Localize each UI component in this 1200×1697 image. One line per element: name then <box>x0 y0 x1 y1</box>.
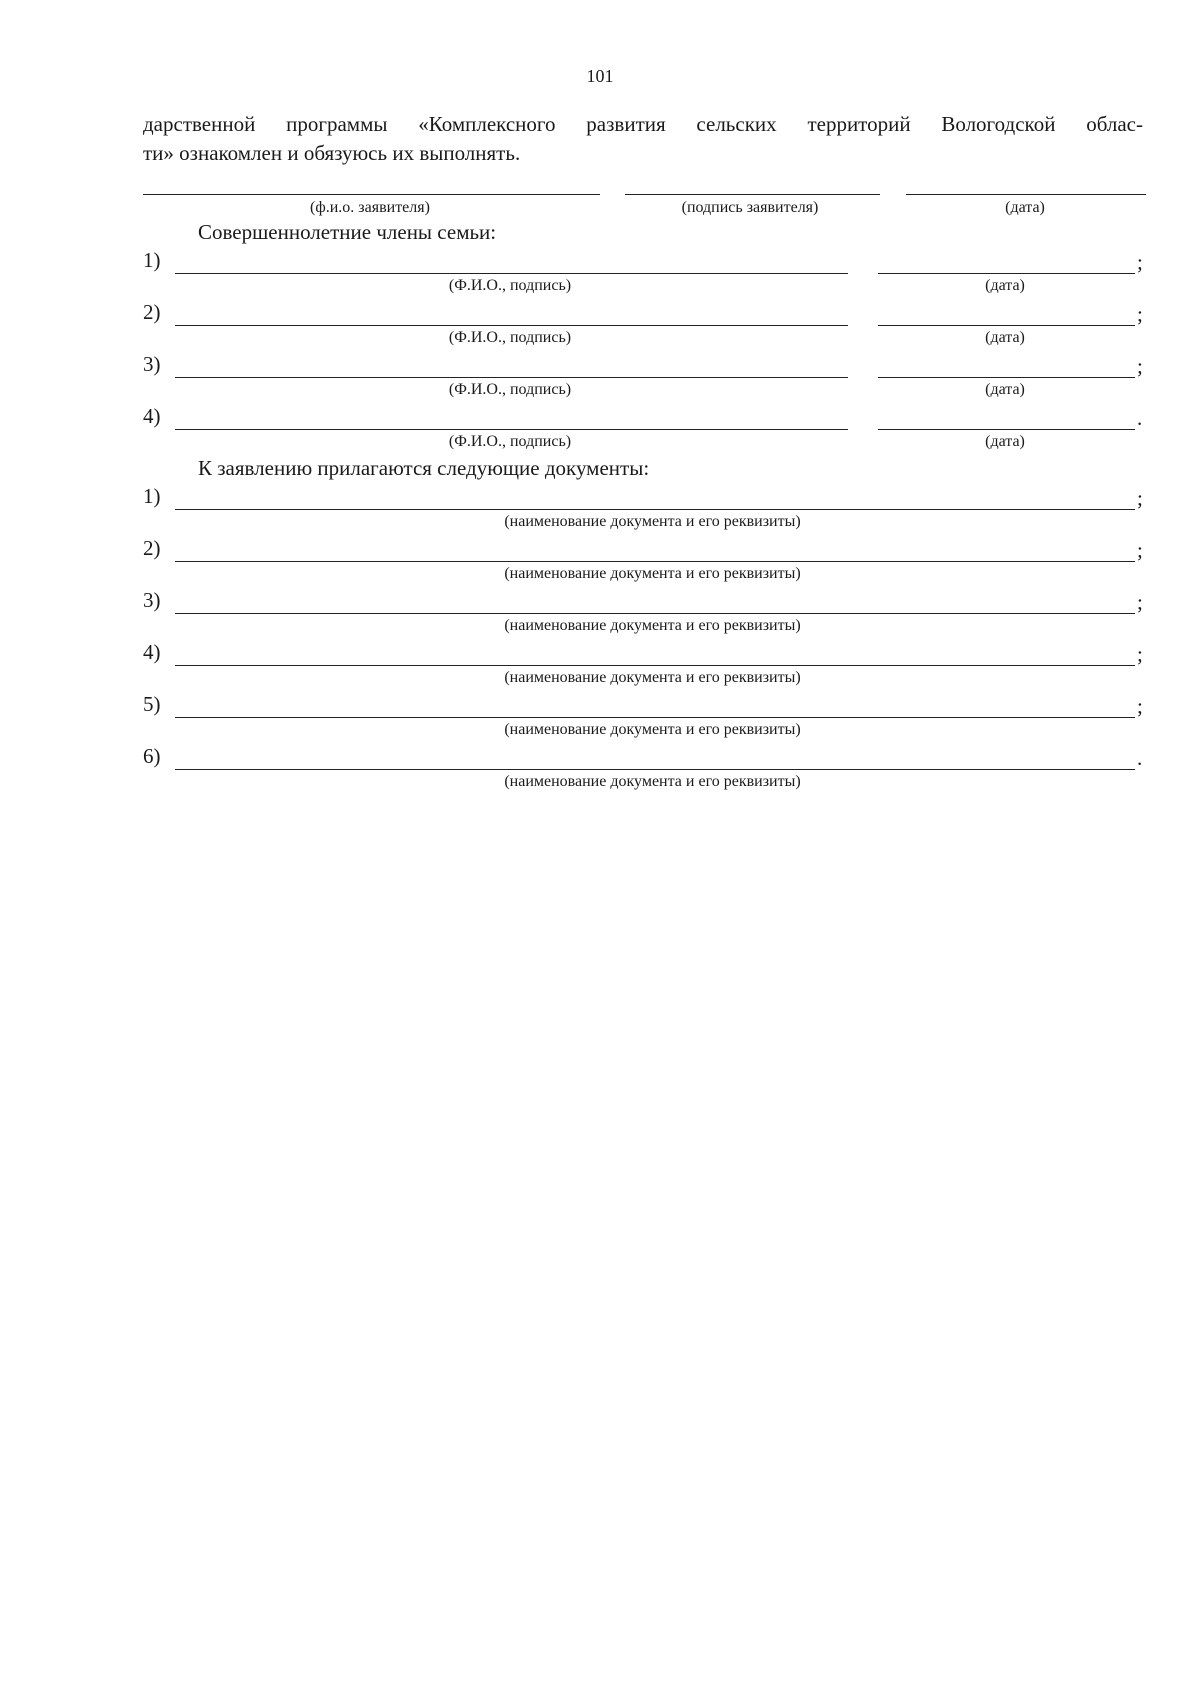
family-name-caption: (Ф.И.О., подпись) <box>448 329 572 346</box>
family-heading: Совершеннолетние члены семьи: <box>198 220 497 244</box>
documents-heading: К заявлению прилагаются следующие документы: <box>198 456 650 480</box>
family-name-caption: (Ф.И.О., подпись) <box>448 277 572 294</box>
document-caption: (наименование документа и его реквизиты) <box>504 565 801 582</box>
document-row-number: 5) <box>143 692 161 716</box>
family-row-end: ; <box>1137 250 1143 274</box>
document-caption: (наименование документа и его реквизиты) <box>504 513 801 530</box>
family-name-line <box>175 429 848 430</box>
intro-paragraph <box>143 110 1143 168</box>
document-row-number: 1) <box>143 484 161 508</box>
family-row-end: . <box>1137 406 1143 430</box>
document-row-end: ; <box>1137 486 1143 510</box>
document-row-number: 3) <box>143 588 161 612</box>
applicant-date-line <box>906 194 1146 195</box>
document-line <box>175 561 1135 562</box>
document-row-number: 2) <box>143 536 161 560</box>
intro-line-2: ти» ознакомлен и обязуюсь их выполнять. <box>143 141 521 165</box>
document-caption: (наименование документа и его реквизиты) <box>504 721 801 738</box>
document-line <box>175 769 1135 770</box>
family-row-number: 4) <box>143 404 161 428</box>
family-date-line <box>878 377 1135 378</box>
document-line <box>175 665 1135 666</box>
document-row-end: . <box>1137 746 1143 770</box>
family-row-end: ; <box>1137 302 1143 326</box>
family-name-line <box>175 325 848 326</box>
family-row-number: 3) <box>143 352 161 376</box>
family-row-number: 1) <box>143 248 161 272</box>
applicant-name-caption: (ф.и.о. заявителя) <box>310 199 430 216</box>
family-name-line <box>175 377 848 378</box>
document-line <box>175 613 1135 614</box>
family-name-line <box>175 273 848 274</box>
family-date-caption: (дата) <box>985 433 1025 450</box>
family-date-caption: (дата) <box>985 329 1025 346</box>
document-row-number: 4) <box>143 640 161 664</box>
family-date-caption: (дата) <box>985 381 1025 398</box>
document-line <box>175 717 1135 718</box>
applicant-name-line <box>143 194 600 195</box>
document-row-end: ; <box>1137 538 1143 562</box>
family-row-number: 2) <box>143 300 161 324</box>
document-caption: (наименование документа и его реквизиты) <box>504 617 801 634</box>
family-name-caption: (Ф.И.О., подпись) <box>448 381 572 398</box>
document-line <box>175 509 1135 510</box>
applicant-signature-line <box>625 194 880 195</box>
document-caption: (наименование документа и его реквизиты) <box>504 669 801 686</box>
page-number: 101 <box>586 66 614 86</box>
document-row-number: 6) <box>143 744 161 768</box>
family-date-caption: (дата) <box>985 277 1025 294</box>
document-caption: (наименование документа и его реквизиты) <box>504 773 801 790</box>
family-date-line <box>878 429 1135 430</box>
document-row-end: ; <box>1137 590 1143 614</box>
family-row-end: ; <box>1137 354 1143 378</box>
family-date-line <box>878 325 1135 326</box>
applicant-signature-caption: (подпись заявителя) <box>681 199 819 216</box>
family-name-caption: (Ф.И.О., подпись) <box>448 433 572 450</box>
document-row-end: ; <box>1137 642 1143 666</box>
document-row-end: ; <box>1137 694 1143 718</box>
applicant-date-caption: (дата) <box>1005 199 1045 216</box>
intro-line-1: дарственной программы «Комплексного развития сельских территорий Вологодской облас- <box>143 112 1143 136</box>
family-date-line <box>878 273 1135 274</box>
